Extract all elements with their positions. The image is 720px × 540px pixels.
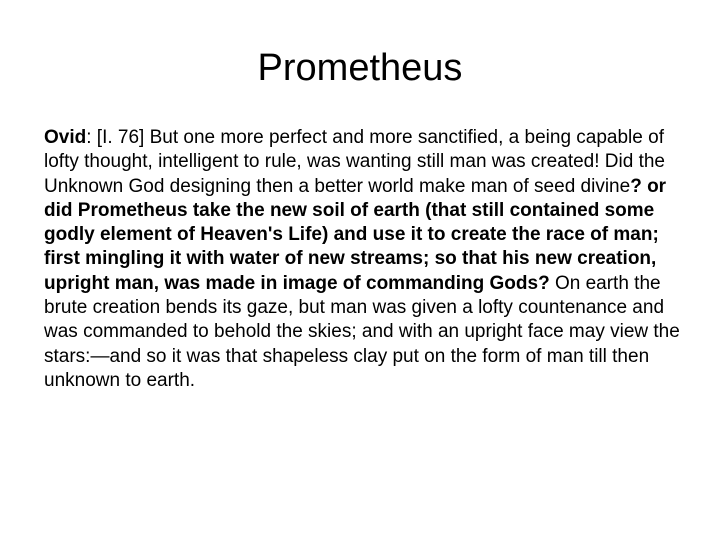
slide-title: Prometheus [257, 47, 463, 89]
slide-body-text [44, 126, 689, 393]
body-segment-conclusion: On earth the brute creation bends its gaze, but man was given a lofty countenance and was commanded to behold the skies; and with an upright face may view the stars:—and so it was that shapeless clay put on the form of man till then unknown to earth. [44, 272, 680, 391]
body-segment-intro: : [I. 76] But one more perfect and more sanctified, a being capable of lofty thought, intelligent to rule, was wanting still man was created! Did the Unknown God designing then a better world make man of seed divine [44, 127, 665, 197]
body-segment-author: Ovid [44, 127, 87, 148]
body-segment-emphasis: ? or did Prometheus take the new soil of earth (that still contained some godly element of Heaven's Life) and use it to create the race of man; first mingling it with water of new streams; so that his new creation, upright man, was made in image of commanding Gods? [44, 175, 667, 294]
